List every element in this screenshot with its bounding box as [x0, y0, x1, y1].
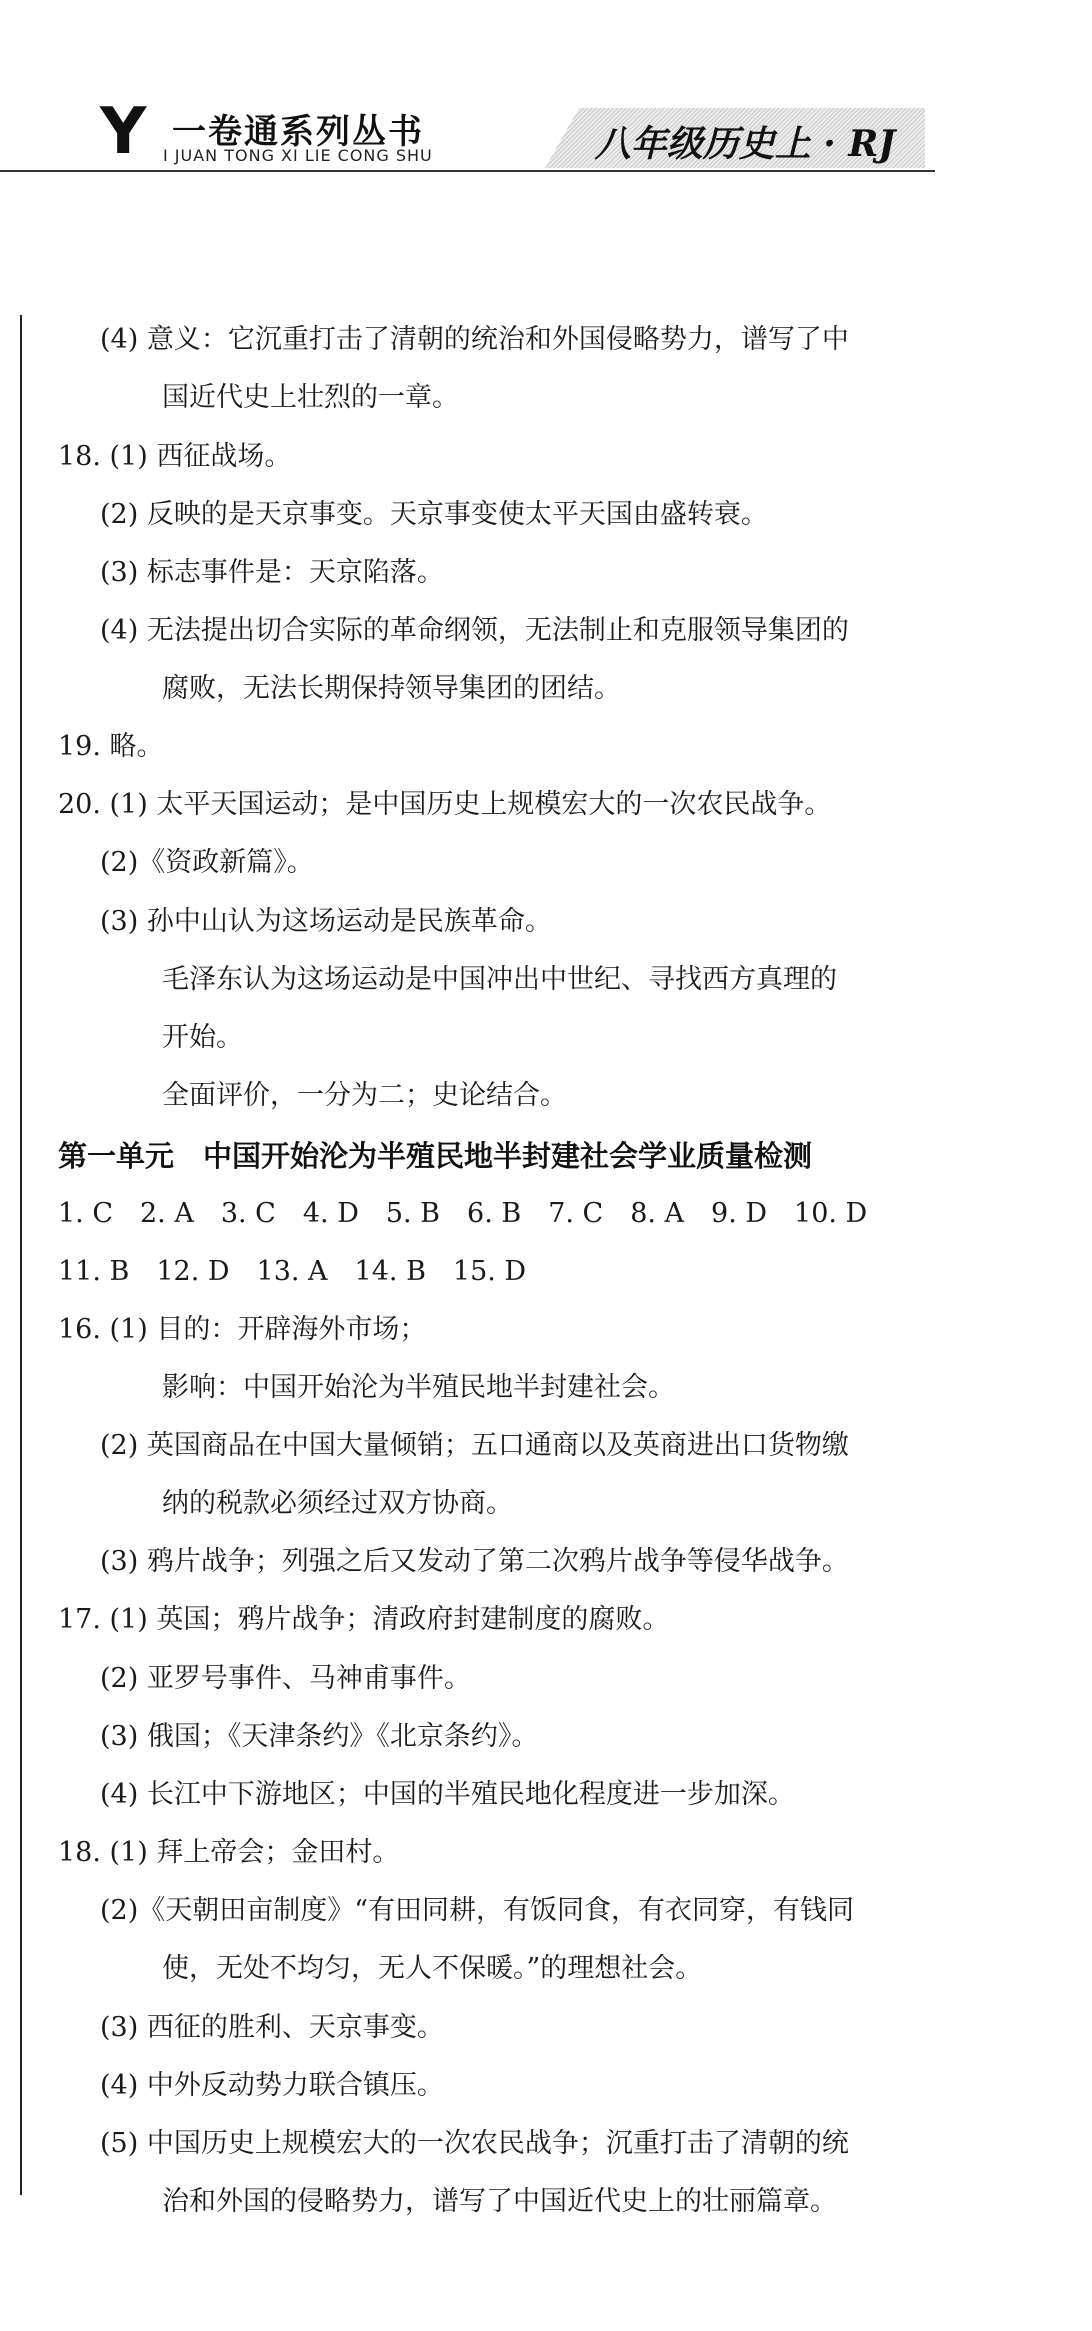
answer-line: 20. (1) 太平天国运动；是中国历史上规模宏大的一次农民战争。	[58, 789, 832, 820]
header-rule	[0, 170, 935, 172]
answer-line: (5) 中国历史上规模宏大的一次农民战争；沉重打击了清朝的统	[100, 2128, 849, 2159]
answer-line: (4) 中外反动势力联合镇压。	[100, 2070, 444, 2101]
answer-line: 纳的税款必须经过双方协商。	[162, 1488, 513, 1519]
answer-line: (2) 亚罗号事件、马神甫事件。	[100, 1663, 471, 1694]
answer-line: (4) 长江中下游地区；中国的半殖民地化程度进一步加深。	[100, 1779, 795, 1810]
answer-line: (2)《资政新篇》。	[100, 847, 314, 878]
answer-line: (3) 孙中山认为这场运动是民族革命。	[100, 906, 552, 937]
section-heading: 第一单元 中国开始沦为半殖民地半封建社会学业质量检测	[58, 1139, 813, 1173]
answer-line: 国近代史上壮烈的一章。	[162, 382, 459, 413]
answer-line: 腐败，无法长期保持领导集团的团结。	[162, 673, 621, 704]
answer-line: (3) 西征的胜利、天京事变。	[100, 2012, 444, 2043]
answer-line: 17. (1) 英国；鸦片战争；清政府封建制度的腐败。	[58, 1604, 670, 1635]
margin-rule	[20, 315, 22, 2195]
answer-line: (4) 无法提出切合实际的革命纲领，无法制止和克服领导集团的	[100, 615, 849, 646]
answer-line: 开始。	[162, 1022, 243, 1053]
answer-line: (4) 意义：它沉重打击了清朝的统治和外国侵略势力，谱写了中	[100, 324, 849, 355]
series-pinyin: I JUAN TONG XI LIE CONG SHU	[163, 146, 433, 165]
answer-line: 使，无处不均匀，无人不保暖。”的理想社会。	[162, 1953, 703, 1984]
answer-line: (2) 英国商品在中国大量倾销；五口通商以及英商进出口货物缴	[100, 1430, 849, 1461]
grade-badge: 八年级历史上 · RJ	[594, 123, 896, 165]
answer-line: (3) 标志事件是：天京陷落。	[100, 557, 444, 588]
answer-line: 毛泽东认为这场运动是中国冲出中世纪、寻找西方真理的	[162, 964, 837, 995]
answer-line: 18. (1) 拜上帝会；金田村。	[58, 1837, 400, 1868]
answer-line: 16. (1) 目的：开辟海外市场；	[58, 1314, 427, 1345]
answer-line: 全面评价，一分为二；史论结合。	[162, 1080, 567, 1111]
answer-line: 治和外国的侵略势力，谱写了中国近代史上的壮丽篇章。	[162, 2186, 837, 2217]
answer-line: (3) 俄国；《天津条约》《北京条约》。	[100, 1721, 539, 1752]
answer-line: 1. C 2. A 3. C 4. D 5. B 6. B 7. C 8. A 9. D 10. D	[58, 1198, 868, 1229]
answer-line: 19. 略。	[58, 731, 164, 762]
answer-line: 11. B 12. D 13. A 14. B 15. D	[58, 1256, 527, 1287]
series-title: 一卷通系列丛书	[172, 112, 424, 152]
answer-line: (2)《天朝田亩制度》“有田同耕，有饭同食，有衣同穿，有钱同	[100, 1895, 855, 1926]
answer-line: 影响：中国开始沦为半殖民地半封建社会。	[162, 1372, 675, 1403]
answer-line: (3) 鸦片战争；列强之后又发动了第二次鸦片战争等侵华战争。	[100, 1546, 849, 1577]
series-logo-letter: Y	[100, 95, 147, 169]
answer-line: (2) 反映的是天京事变。天京事变使太平天国由盛转衰。	[100, 499, 768, 530]
answer-line: 18. (1) 西征战场。	[58, 441, 292, 472]
page-header	[0, 95, 935, 175]
